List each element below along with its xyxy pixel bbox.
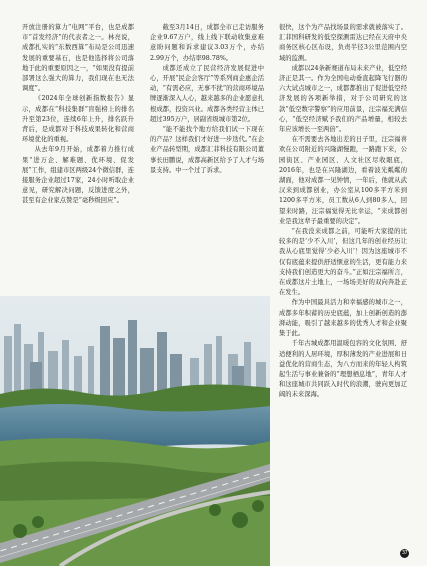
paragraph: 成都还成立了民营经济发展促进中心，开展“民企会客厅”等系列商企惠企活动，“有需必应，无事不扰”的营商环境品牌逐渐深入人心，越来越多的企业愿意扎根成都，投资兴业。成都各类经营主体已超过395万户，居副省级城市第2位。 <box>150 64 264 123</box>
paragraph: 《2024年全球创新指数报告》显示，成都在“科技集群”盲强榜上的排名升至第23位，连续6年上升，排名跃升背后，是成都对于科技成果转化和营商环境优化的重视。 <box>22 95 134 144</box>
paragraph: 很快，这个为产品找场景的需求就被落实了。汇菲国科研发的低空探测雷达已经在天府中央商务区核心区布设，负责半径3公里范围内空域的监测。 <box>279 24 407 62</box>
article-column-3 <box>279 23 407 401</box>
paragraph: 在不需要去各地出差的日子里，汪宗福喜欢在公司附近的兴隆湖慢跑，一路跑下来，公园街区、产业园区、人文社区尽收眼底，2016年，也是在兴隆湖边，看着波光粼粼的湖面，他对成都一见钟情，一年后，他就从武汉来到成都创业，办公室从100多平方米到1200多平方米，员工数从6人到80多人，回望来时路，汪宗福觉得无比幸运，“来成都创业是我这辈子最重要的决定”。 <box>279 136 407 225</box>
paragraph: “在我没来成都之前，可能听大家提的比较多的是‘少不入川’，但这几年的创业经历让我从心底里觉得‘少必入川’！因为这座城市不仅有底蕴来提供舒适惬意的生活，更有能力来支持我们创造更大的奋斗。”正如汪宗福所言，在成都这片土地上，一场场美好的双向奔赴正在发生。 <box>279 228 407 297</box>
article-column-2 <box>150 23 264 176</box>
paragraph: 成都以24条新赛道布局未来产业，低空经济正是其一。作为全国电动垂直起降飞行器的六大试点城市之一，成都都推出了促进低空经济发展的各项新举措，对于公司研究的这款“低空数字警察”的应用前景，汪宗福充满信心，“低空经济赋予我们的产品增量，相较去年应该增长一至两倍”。 <box>279 64 407 134</box>
page-number-badge: 37 <box>401 550 408 556</box>
skyline-illustration <box>0 296 270 566</box>
paragraph: “能不能找个地方给我们试一下现在的产品？这样我们才好进一步迭代。”在企业产品转型期，成都汇菲科技有限公司董事长田鹏说，成都高新区给予了人才与场景支持。中一个过了诉求。 <box>150 126 264 174</box>
paragraph: 千年古城成都用温暖包容的文化氛围、舒适便利的人居环境，厚积薄发的产业进展和日益优化的营商生态，为八方而来的年轻人构筑起生活与事业兼备的“理想栖息地”，青年人才和这座城市共同跃入时代的浪潮，驶向更加辽阔的未来深海。 <box>279 340 407 399</box>
paragraph: 从去年9月开始，成都着力推行成果“进万企、解难题、优环境、促发展”工作，组建市区两级24个微信群，连接服务企业超过17家，24小时听取企业意见，研究解决问题，反馈进度之外，甚至有企业家点赞是“毫秒级回应”。 <box>22 146 134 205</box>
paragraph: 开放注册的算力“电网”平台，也是成都市“首发经济”的代表者之一。林亮说，成都扎实的“东数西算”布局是公司迅速发展的重要基石，也是他选择将公司落地于此的重要原因之一，“如果没有提前部署这么强大的算力，我们现在也无法调度”。 <box>22 24 134 93</box>
city-skyline-photo <box>0 296 270 566</box>
paragraph: 截至3月14日，成都全市已走访服务企业9.67万户，线上线下联动收集意难意盼问题和诉求建议3.03万个，办结2.99万个，办结率98.78%。 <box>150 24 264 62</box>
article-column-1 <box>22 23 134 207</box>
paragraph: 作为中国最具活力和幸福感的城市之一，成都多年积蓄的历史底蕴，加上创新创造的澎湃动能，吸引了越来越多的优秀人才和企业聚集于此。 <box>279 299 407 338</box>
